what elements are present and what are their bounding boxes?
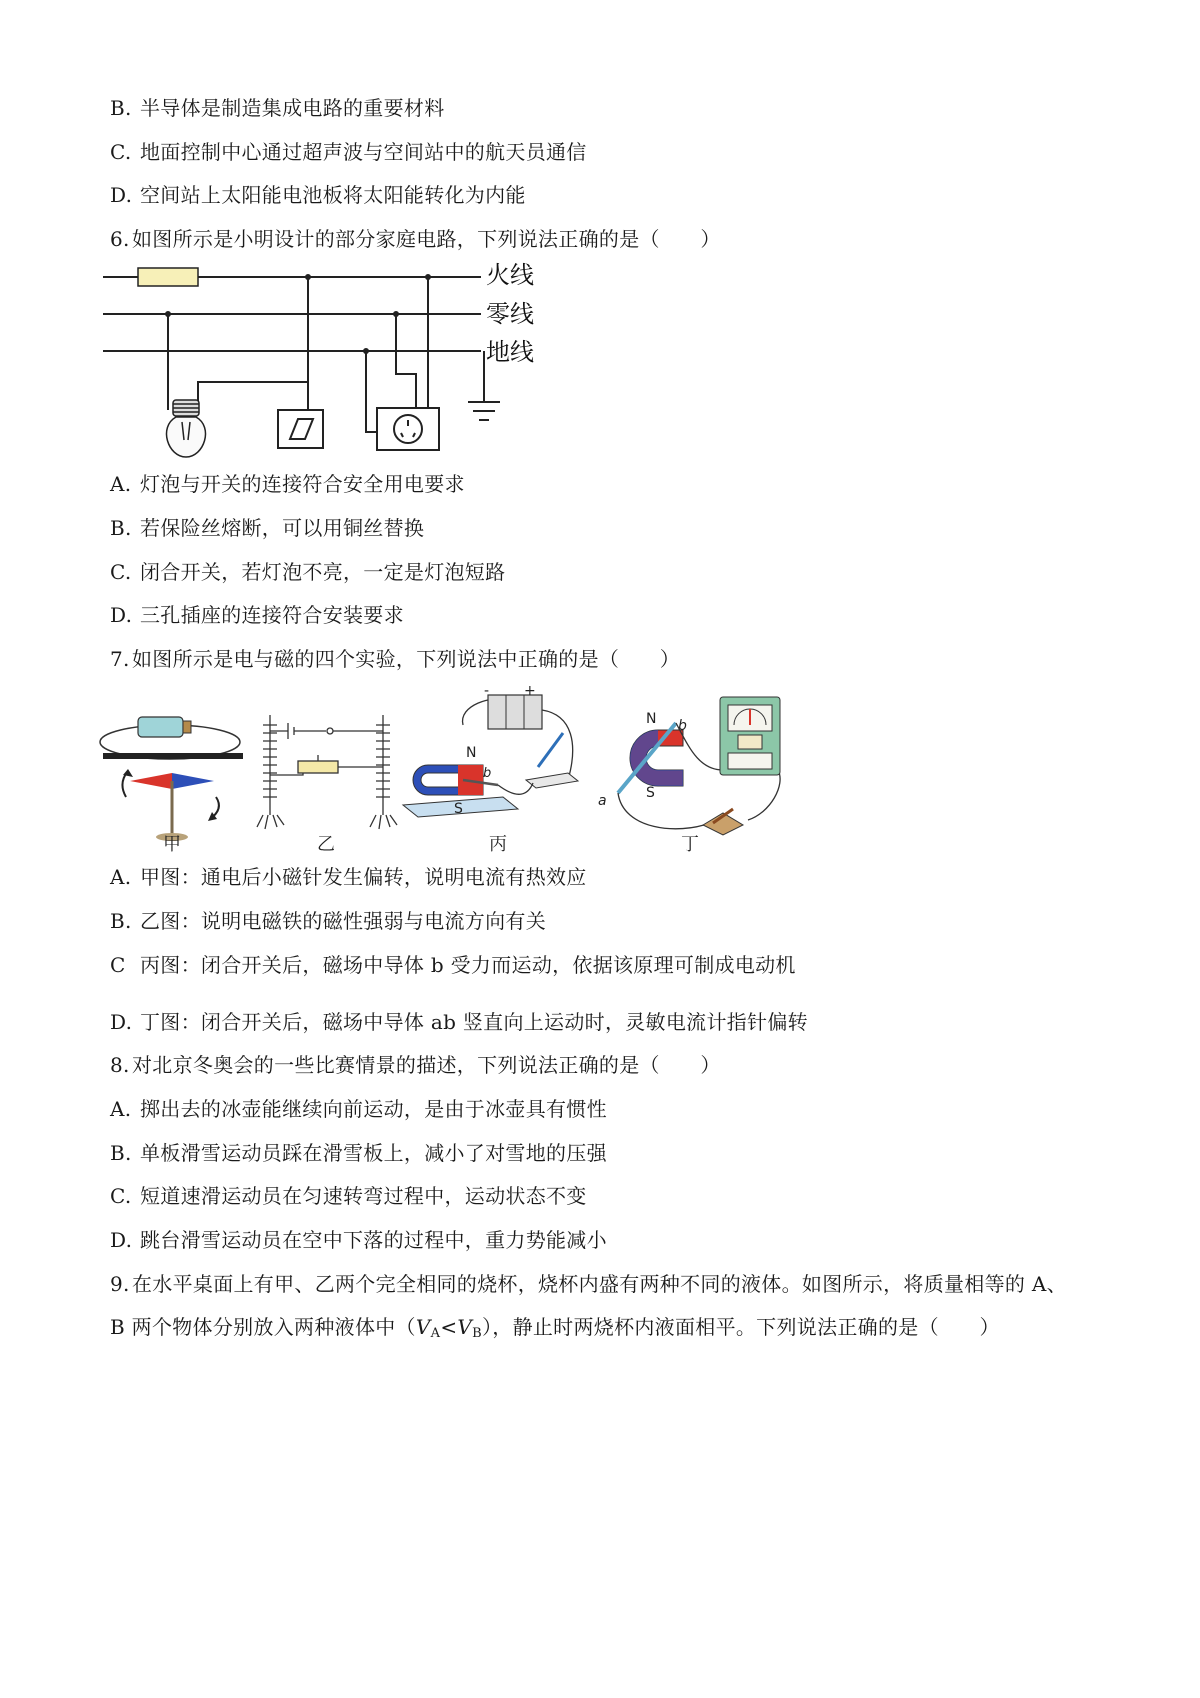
battery-plus-label: + <box>524 685 536 699</box>
question-text-part2: ），静止时两烧杯内液面相平。下列说法正确的是（ ） <box>481 1315 1000 1339</box>
subscript-a: A <box>430 1326 441 1341</box>
option-text: 短道速滑运动员在匀速转弯过程中，运动状态不变 <box>140 1184 587 1208</box>
option-letter: C. <box>110 560 132 584</box>
q8-option-c[interactable] <box>110 1184 587 1208</box>
q7-option-c[interactable] <box>110 953 796 977</box>
ding-b-label: b <box>678 718 687 734</box>
option-text: 跳台滑雪运动员在空中下落的过程中，重力势能减小 <box>140 1228 607 1252</box>
caption-jia: 甲 <box>163 834 181 855</box>
experiment-yi <box>257 715 397 829</box>
option-letter: A. <box>110 1097 132 1121</box>
question-number: 6. <box>110 227 130 251</box>
q5-option-c[interactable] <box>110 140 587 164</box>
option-text: 灯泡与开关的连接符合安全用电要求 <box>140 472 465 496</box>
question-text: 如图所示是电与磁的四个实验，下列说法中正确的是（ ） <box>132 647 681 671</box>
experiment-bing <box>403 685 578 855</box>
q6-option-d[interactable] <box>110 603 404 627</box>
battery-minus-label: - <box>484 685 490 699</box>
option-letter: A. <box>110 865 132 889</box>
lightbulb-icon <box>167 400 206 457</box>
option-letter: D. <box>110 603 133 627</box>
q8-option-d[interactable] <box>110 1228 607 1252</box>
q6-stem <box>110 227 721 251</box>
q6-option-b[interactable] <box>110 516 424 540</box>
electromagnetism-experiments-figure <box>98 685 788 865</box>
less-than-sign: < <box>440 1315 458 1339</box>
caption-bing: 丙 <box>489 834 507 855</box>
three-pin-socket-icon <box>377 408 439 450</box>
option-letter: B. <box>110 516 132 540</box>
option-text: 空间站上太阳能电池板将太阳能转化为内能 <box>140 183 526 207</box>
ding-n-label: N <box>646 711 657 727</box>
option-letter: D. <box>110 1228 133 1252</box>
ding-s-label: S <box>646 785 655 801</box>
option-letter: C. <box>110 140 132 164</box>
household-circuit-figure <box>98 262 558 462</box>
experiment-ding <box>598 697 780 855</box>
question-number: 9. <box>110 1272 130 1296</box>
q6-option-c[interactable] <box>110 560 505 584</box>
subscript-b: B <box>472 1326 482 1341</box>
option-letter: A. <box>110 472 132 496</box>
option-text: 若保险丝熔断，可以用铜丝替换 <box>140 516 425 540</box>
bing-s-label: S <box>454 801 463 817</box>
option-text: 闭合开关，若灯泡不亮，一定是灯泡短路 <box>140 560 506 584</box>
q9-stem-line1 <box>110 1272 1067 1296</box>
q8-option-b[interactable] <box>110 1141 607 1165</box>
option-text: 掷出去的冰壶能继续向前运动，是由于冰壶具有惯性 <box>140 1097 607 1121</box>
galvanometer-icon <box>720 697 780 775</box>
option-letter: C. <box>110 1184 132 1208</box>
q7-stem <box>110 647 680 671</box>
neutral-wire-label: 零线 <box>486 300 534 328</box>
option-letter: B. <box>110 96 132 120</box>
caption-ding: 丁 <box>681 834 699 855</box>
q6-option-a[interactable] <box>110 472 465 496</box>
q8-stem <box>110 1053 721 1077</box>
option-letter: B. <box>110 1141 132 1165</box>
question-text: 对北京冬奥会的一些比赛情景的描述，下列说法正确的是（ ） <box>132 1053 721 1077</box>
option-text: 半导体是制造集成电路的重要材料 <box>140 96 445 120</box>
option-text: 乙图：说明电磁铁的磁性强弱与电流方向有关 <box>140 909 546 933</box>
bing-b-label: b <box>483 766 492 781</box>
option-text: 甲图：通电后小磁针发生偏转，说明电流有热效应 <box>140 865 587 889</box>
option-letter: D. <box>110 183 133 207</box>
q8-option-a[interactable] <box>110 1097 607 1121</box>
caption-yi: 乙 <box>317 834 335 855</box>
question-text: 如图所示是小明设计的部分家庭电路，下列说法正确的是（ ） <box>132 227 721 251</box>
option-text: 三孔插座的连接符合安装要求 <box>140 603 404 627</box>
q7-option-a[interactable] <box>110 865 587 889</box>
q9-stem-line2 <box>110 1315 1000 1346</box>
ding-a-label: a <box>598 793 607 809</box>
q5-option-b[interactable] <box>110 96 445 120</box>
question-number: 8. <box>110 1053 130 1077</box>
fuse-icon <box>138 268 198 286</box>
q7-option-d[interactable] <box>110 1010 808 1034</box>
option-letter: D. <box>110 1010 133 1034</box>
question-text-part1: B 两个物体分别放入两种液体中（ <box>110 1315 416 1339</box>
bing-n-label: N <box>466 745 477 761</box>
volume-symbol-a: V <box>415 1315 431 1339</box>
option-text: 地面控制中心通过超声波与空间站中的航天员通信 <box>140 140 587 164</box>
switch-icon <box>278 410 323 448</box>
knife-switch-icon <box>703 809 743 835</box>
experiment-jia <box>100 717 243 855</box>
option-letter: C <box>110 953 126 977</box>
option-text: 单板滑雪运动员踩在滑雪板上，减小了对雪地的压强 <box>140 1141 607 1165</box>
option-text: 丁图：闭合开关后，磁场中导体 ab 竖直向上运动时，灵敏电流计指针偏转 <box>140 1010 808 1034</box>
q7-option-b[interactable] <box>110 909 546 933</box>
option-text: 丙图：闭合开关后，磁场中导体 b 受力而运动，依据该原理可制成电动机 <box>140 953 796 977</box>
volume-symbol-b: V <box>457 1315 473 1339</box>
live-wire-label: 火线 <box>486 262 534 289</box>
option-letter: B. <box>110 909 132 933</box>
question-number: 7. <box>110 647 130 671</box>
question-text: 在水平桌面上有甲、乙两个完全相同的烧杯，烧杯内盛有两种不同的液体。如图所示，将质量相等的 A、 <box>132 1272 1067 1296</box>
q5-option-d[interactable] <box>110 183 526 207</box>
ground-wire-label: 地线 <box>486 338 534 366</box>
